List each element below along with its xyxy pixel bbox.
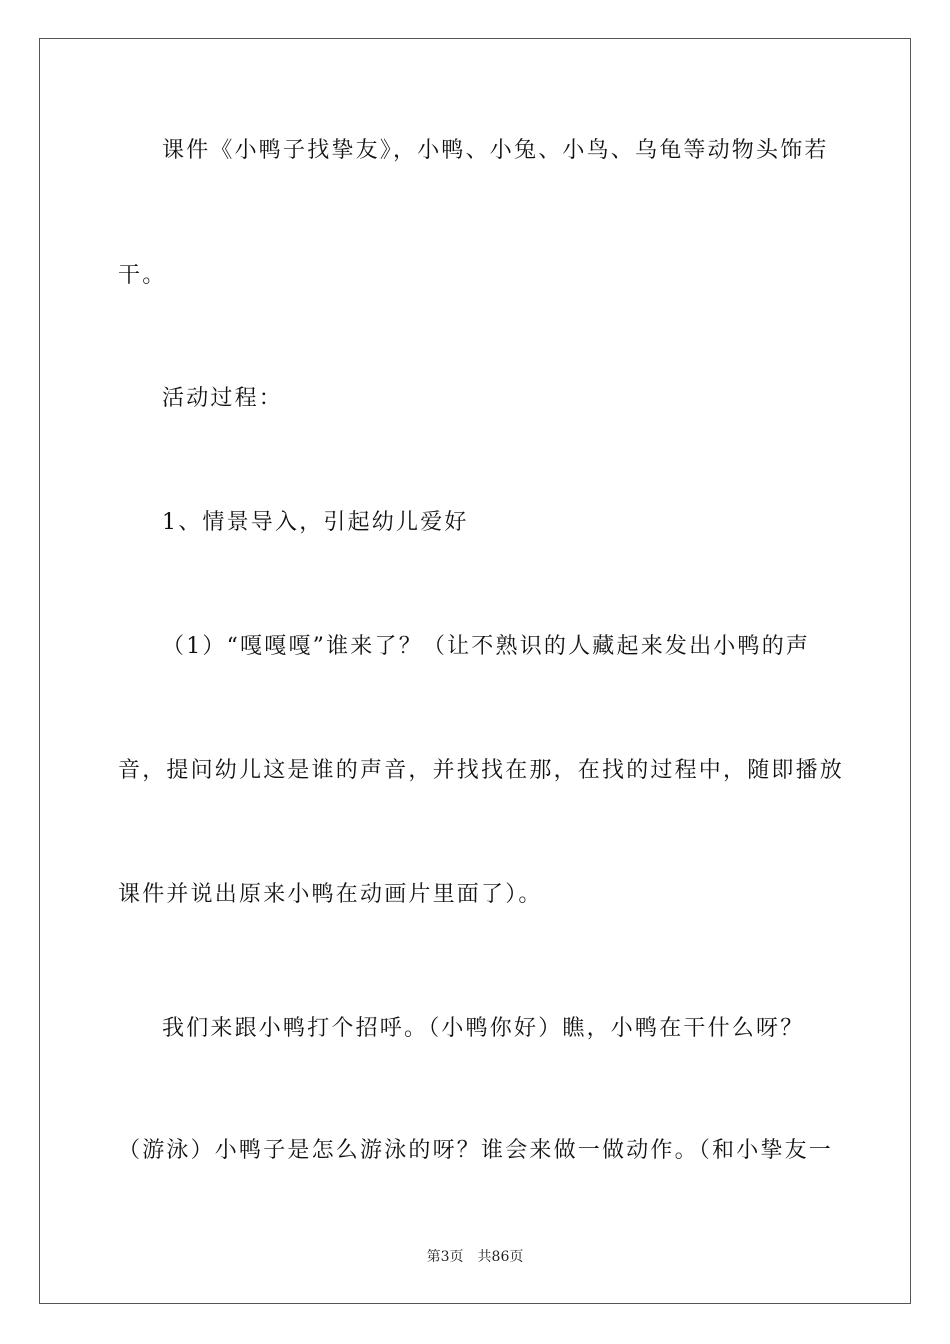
paragraph-line: 课件《小鸭子找挚友》，小鸭、小兔、小鸟、乌龟等动物头饰若	[162, 138, 829, 163]
page-number: 第3页	[426, 1249, 464, 1265]
paragraph-line: （游泳）小鸭子是怎么游泳的呀？谁会来做一做动作。（和小挚友一	[118, 1138, 834, 1163]
paragraph-line: 干。	[118, 263, 167, 288]
paragraph-line: （1）“嘎嘎嘎”谁来了？（让不熟识的人藏起来发出小鸭的声	[162, 634, 811, 659]
page-footer	[0, 1247, 950, 1267]
page-total: 共86页	[477, 1249, 524, 1265]
paragraph-line: 活动过程：	[162, 386, 284, 411]
paragraph-line: 音，提问幼儿这是谁的声音，并找找在那，在找的过程中，随即播放	[118, 758, 845, 783]
page-border	[39, 38, 911, 1304]
paragraph-line: 1、情景导入，引起幼儿爱好	[162, 510, 469, 535]
paragraph-line: 课件并说出原来小鸭在动画片里面了）。	[118, 882, 543, 907]
paragraph-line: 我们来跟小鸭打个招呼。（小鸭你好）瞧，小鸭在干什么呀？	[162, 1016, 805, 1041]
